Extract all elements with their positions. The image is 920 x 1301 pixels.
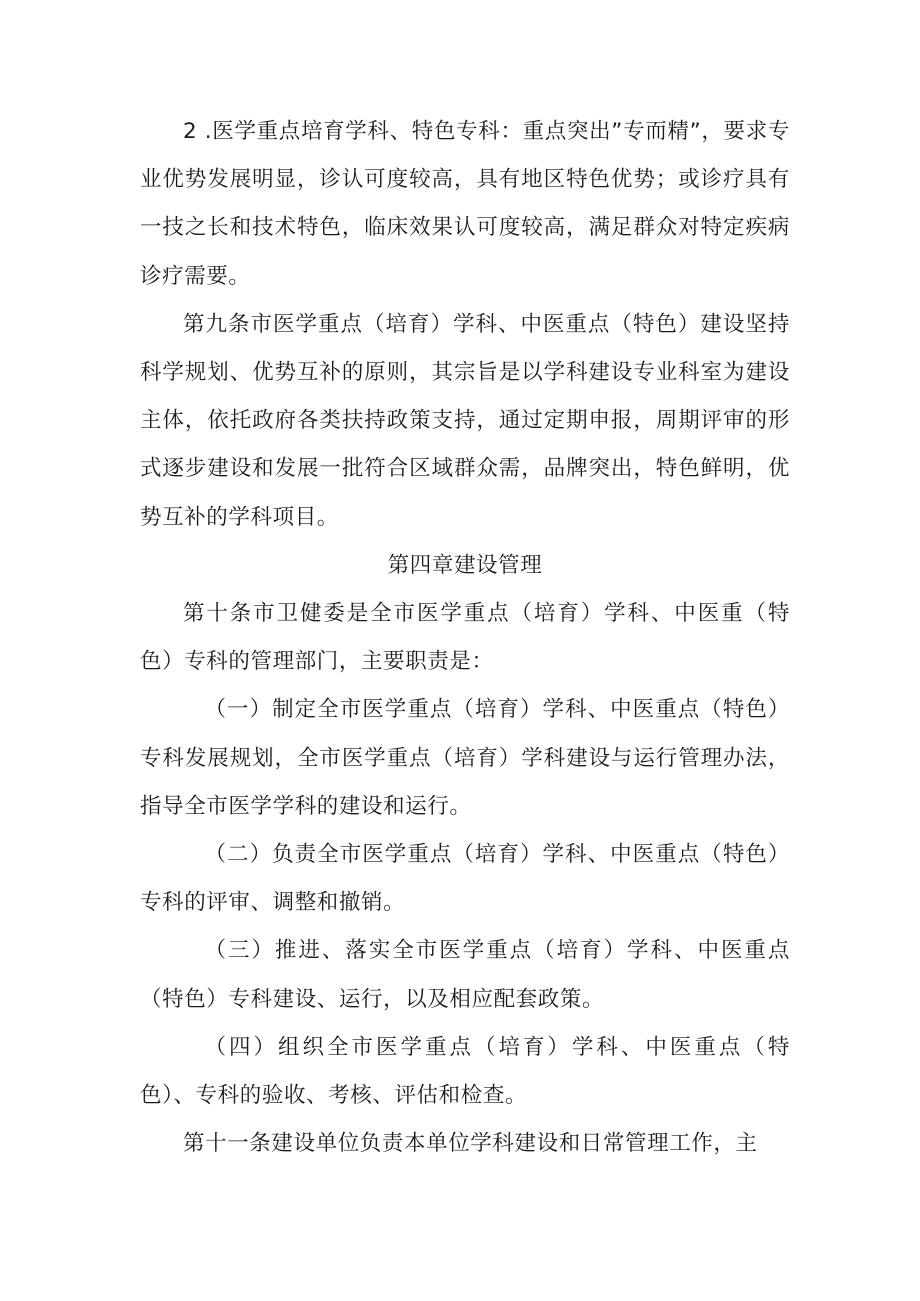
list-item-duty-2: （二）负责全市医学重点（培育）学科、中医重点（特色）专科的评审、调整和撤销。 — [140, 842, 790, 916]
list-item-duty-3: （三）推进、落实全市医学重点（培育）学科、中医重点（特色）专科建设、运行，以及相应配套政策。 — [140, 938, 790, 1012]
document-body — [140, 108, 790, 1168]
paragraph-subject-type-2: 2 .医学重点培育学科、特色专科：重点突出”专而精”，要求专业优势发展明显，诊认可度较高，具有地区特色优势；或诊疗具有一技之长和技术特色，临床效果认可度较高，满足群众对特定疾病诊疗需要。 — [140, 119, 790, 289]
paragraph-article-9: 第九条市医学重点（培育）学科、中医重点（特色）建设坚持科学规划、优势互补的原则，其宗旨是以学科建设专业科室为建设主体，依托政府各类扶持政策支持，通过定期申报，周期评审的形式逐步建设和发展一批符合区域群众需，品牌突出，特色鲜明，优势互补的学科项目。 — [140, 311, 790, 530]
paragraph-article-11: 第十一条建设单位负责本单位学科建设和日常管理工作，主 — [183, 1131, 758, 1157]
chapter-heading: 第四章建设管理 — [387, 552, 543, 578]
list-item-duty-4: （四）组织全市医学重点（培育）学科、中医重点（特色）、专科的验收、考核、评估和检查。 — [140, 1034, 790, 1109]
list-item-duty-1: （一）制定全市医学重点（培育）学科、中医重点（特色）专科发展规划，全市医学重点（培育）学科建设与运行管理办法，指导全市医学学科的建设和运行。 — [140, 697, 790, 819]
paragraph-article-10: 第十条市卫健委是全市医学重点（培育）学科、中医重（特色）专科的管理部门，主要职责是： — [140, 601, 790, 675]
